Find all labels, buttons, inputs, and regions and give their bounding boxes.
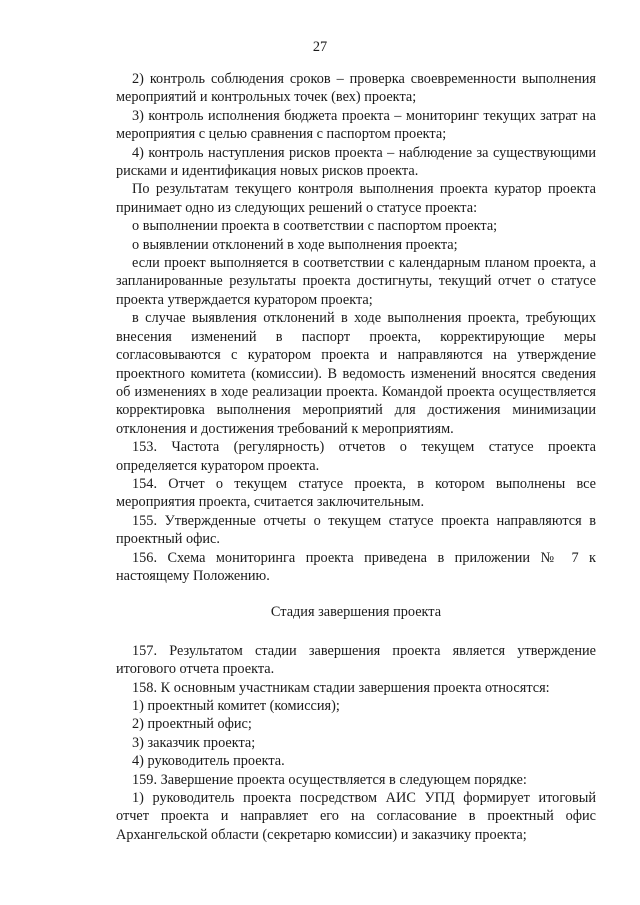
paragraph: в случае выявления отклонений в ходе выполнения проекта, требующих внесения изменений в паспорт проекта, корректирующие меры согласовываются с куратором проекта и направляются на утверждение проектного комитета (комиссии). В ведомость изменений вносятся сведения об изменениях в ходе реализации проекта. Командой проекта осуществляется корректировка выполнения мероприятий для достижения минимизации отклонения и достижения требований к мероприятиям.	[116, 310, 596, 437]
paragraph: 153. Частота (регулярность) отчетов о текущем статусе проекта определяется куратором проекта.	[116, 439, 596, 474]
paragraph: По результатам текущего контроля выполнения проекта куратор проекта принимает одно из следующих решений о статусе проекта:	[116, 181, 596, 216]
page-number: 27	[312, 39, 328, 55]
list-item: 2) проектный офис;	[132, 716, 252, 733]
paragraph: 3) контроль исполнения бюджета проекта – мониторинг текущих затрат на мероприятия с целью сравнения с паспортом проекта;	[116, 107, 596, 143]
paragraph: 1) руководитель проекта посредством АИС УПД формирует итоговый отчет проекта и направляет его на согласование в проектный офис Архангельской области (секретарю комиссии) и заказчику проекта;	[116, 790, 596, 843]
list-item: 4) руководитель проекта.	[132, 753, 285, 770]
paragraph: о выявлении отклонений в ходе выполнения проекта;	[132, 236, 458, 253]
paragraph: 155. Утвержденные отчеты о текущем статусе проекта направляются в проектный офис.	[116, 512, 596, 548]
paragraph: 158. К основным участникам стадии завершения проекта относятся:	[132, 679, 550, 696]
list-item: 3) заказчик проекта;	[132, 734, 256, 751]
document-body	[116, 70, 596, 844]
list-item: 1) проектный комитет (комиссия);	[132, 698, 340, 714]
paragraph: 157. Результатом стадии завершения проекта является утверждение итогового отчета проекта.	[116, 642, 596, 678]
paragraph: о выполнении проекта в соответствии с паспортом проекта;	[132, 218, 498, 235]
paragraph: если проект выполняется в соответствии с календарным планом проекта, а запланированные результаты проекта достигнуты, текущий отчет о статусе проекта утверждается куратором проекта;	[116, 255, 596, 308]
section-heading: Стадия завершения проекта	[270, 604, 442, 621]
paragraph: 156. Схема мониторинга проекта приведена в приложении № 7 к настоящему Положению.	[116, 549, 596, 584]
paragraph: 4) контроль наступления рисков проекта – наблюдение за существующими рисками и идентификация новых рисков проекта.	[116, 144, 596, 180]
paragraph: 159. Завершение проекта осуществляется в следующем порядке:	[132, 771, 527, 788]
paragraph: 154. Отчет о текущем статусе проекта, в котором выполнены все мероприятия проекта, считается заключительным.	[116, 475, 596, 511]
paragraph: 2) контроль соблюдения сроков – проверка своевременности выполнения мероприятий и контрольных точек (вех) проекта;	[116, 71, 596, 106]
